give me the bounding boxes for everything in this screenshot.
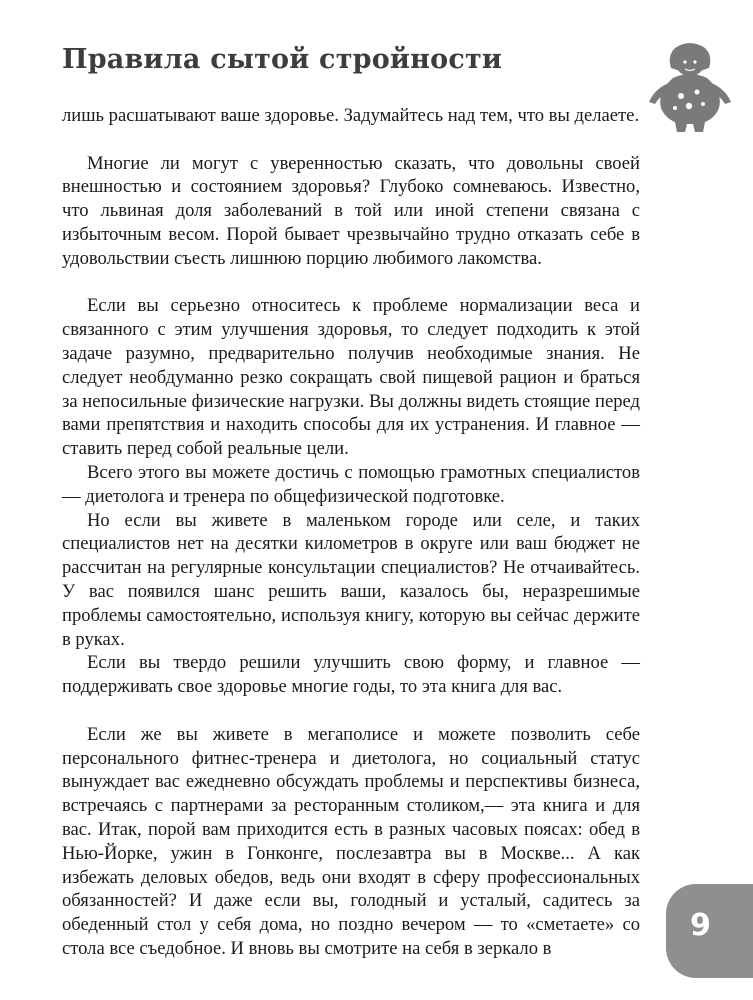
paragraph: Всего этого вы можете достичь с помощью грамотных специалистов — диетолога и тренера по общефизической подготовке. [62,461,640,507]
paragraph: Если же вы живете в мегаполисе и можете позволить себе персонального фитнес-тренера и диетолога, но социальный статус вынуждает вас ежедневно обсуждать проблемы и перспективы бизнеса, встречаясь с партнерами за ресторанным столиком,— эта книга и для вас. Итак, порой вам приходится есть в разных часовых поясах: обед в Нью-Йорке, ужин в Гонконге, послезавтра вы в Москве... А как избежать деловых обедов, ведь они входят в сферу профессиональных обязанностей? И даже если вы, голодный и усталый, садитесь за обеденный стол у себя дома, но поздно вечером — то «сметаете» со стола все съедобное. И вновь вы смотрите на себя в зеркало в [62,723,640,959]
page-number: 9 [690,908,711,943]
paragraph: Многие ли могут с уверенностью сказать, что довольны своей внешностью и состоянием здоровья? Глубоко сомневаюсь. Известно, что львиная доля заболеваний в той или иной степени связана с избыточным весом. Порой бывает чрезвычайно трудно отказать себе в удовольствии съесть лишнюю порцию любимого лакомства. [62,152,640,269]
paragraph: Если вы твердо решили улучшить свою форму, и главное — поддерживать свое здоровье многие годы, то эта книга для вас. [62,652,640,698]
cartoon-woman-figure-icon [645,40,735,135]
body-text [62,104,640,961]
paragraph: лишь расшатывают ваше здоровье. Задумайтесь над тем, что вы делаете. [62,105,640,126]
page-title: Правила сытой стройности [62,44,503,75]
paragraph: Но если вы живете в маленьком городе или селе, и таких специалистов нет на десятки километров в округе или ваш бюджет не рассчитан на регулярные консультации специалистов? Не отчаивайтесь. У вас появился шанс решить ваши, казалось бы, неразрешимые проблемы самостоятельно, используя книгу, которую вы сейчас держите в руках. [62,509,640,650]
paragraph: Если вы серьезно относитесь к проблеме нормализации веса и связанного с этим улучшения здоровья, то следует подходить к этой задаче разумно, предварительно получив необходимые знания. Не следует необдуманно резко сокращать свой пищевой рацион и браться за непосильные физические нагрузки. Вы должны видеть стоящие перед вами препятствия и находить способы для их устранения. И главное — ставить перед собой реальные цели. [62,295,640,460]
